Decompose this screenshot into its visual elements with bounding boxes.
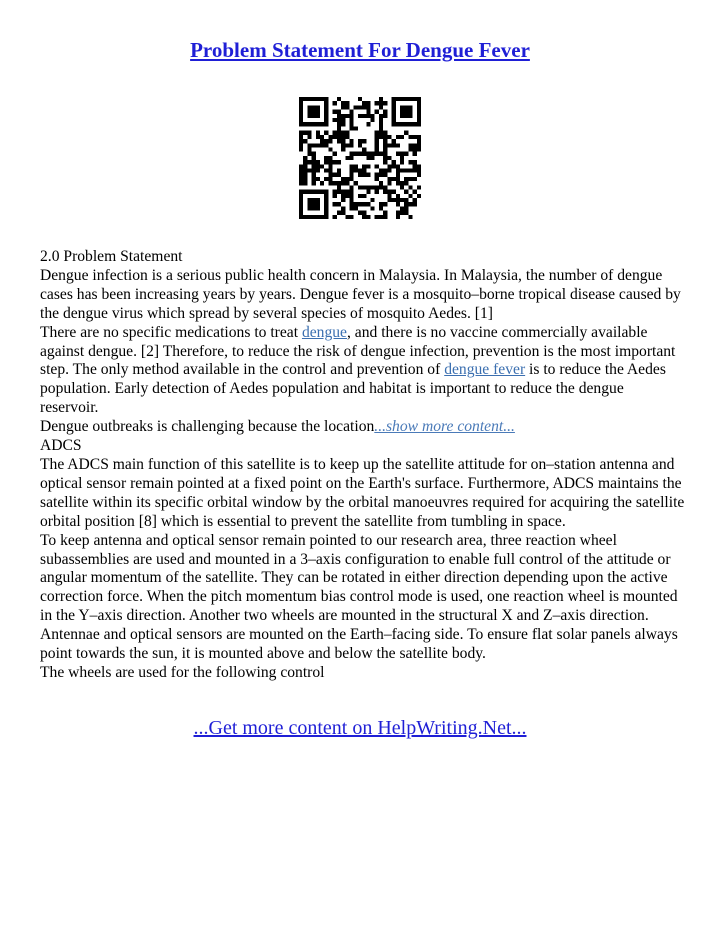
section-heading: 2.0 Problem Statement <box>40 248 183 265</box>
footer <box>0 717 720 740</box>
text-span: There are no specific medications to treat <box>40 323 302 341</box>
paragraph: To keep antenna and optical sensor remain pointed to our research area, three reaction wheel subassemblies are used and mounted in a 3–axis configuration to enable full control of the attitude or angular momentum of the satellite. They can be rotated in either direction depending upon the active correction force. When the pitch momentum bias control mode is used, one reaction wheel is mounted in the Y–axis direction. Another two wheels are mounted in the structural X and Z–axis direction. Antennae and optical sensors are mounted on the Earth–facing side. To ensure flat solar panels always point towards the sun, it is mounted above and below the satellite body. <box>40 531 678 663</box>
page-title <box>0 38 720 63</box>
article-body <box>40 248 686 683</box>
paragraph <box>40 418 686 437</box>
get-more-content-link[interactable]: ...Get more content on HelpWriting.Net... <box>193 717 527 739</box>
qr-code-icon <box>299 97 421 219</box>
dengue-link[interactable]: dengue <box>301 323 347 341</box>
paragraph: The wheels are used for the following control <box>40 663 325 681</box>
text-span: Dengue outbreaks is challenging because the location <box>40 418 375 436</box>
text-span: , and there is no vaccine commercially available against dengue. [2] Therefore, to reduce the risk of dengue infection, prevention is the most important step. The only method available in the control and prevention of <box>40 323 676 379</box>
paragraph <box>40 324 686 419</box>
section-heading: ADCS <box>40 437 82 455</box>
title-link[interactable]: Problem Statement For Dengue Fever <box>190 38 530 62</box>
show-more-link[interactable]: ...show more content... <box>374 418 515 436</box>
paragraph: The ADCS main function of this satellite is to keep up the satellite attitude for on–station antenna and optical sensor remain pointed at a fixed point on the Earth's surface. Furthermore, ADCS maintains the satellite within its specific orbital window by the orbital manoeuvres required for acquiring the satellite orbital position [8] which is essential to prevent the satellite from tumbling in space. <box>40 455 685 530</box>
text-span: is to reduce the Aedes population. Early detection of Aedes population and habitat is important to reduce the dengue reservoir. <box>40 361 666 417</box>
paragraph: Dengue infection is a serious public health concern in Malaysia. In Malaysia, the number of dengue cases has been increasing years by years. Dengue fever is a mosquito–borne tropical disease caused by the dengue virus which spread by several species of mosquito Aedes. [1] <box>40 266 681 322</box>
dengue-fever-link[interactable]: dengue fever <box>444 361 526 379</box>
